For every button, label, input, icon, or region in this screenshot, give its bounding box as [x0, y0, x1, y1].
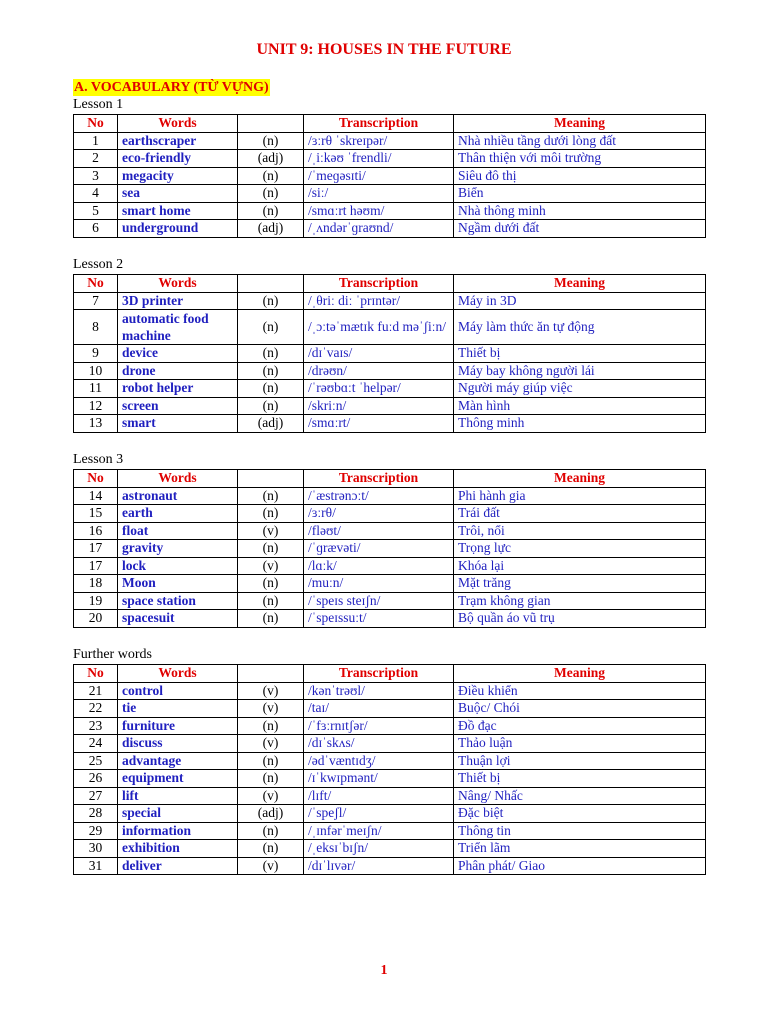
- cell-no: 14: [74, 487, 118, 505]
- cell-pos: (n): [238, 310, 304, 345]
- table-row: [74, 397, 706, 415]
- cell-no: 25: [74, 752, 118, 770]
- cell-pos: (n): [238, 822, 304, 840]
- header-meaning: Meaning: [454, 470, 706, 488]
- cell-pos: (n): [238, 505, 304, 523]
- cell-pos: (v): [238, 522, 304, 540]
- cell-trans: /taɪ/: [304, 700, 454, 718]
- cell-pos: (n): [238, 397, 304, 415]
- table-row: [74, 700, 706, 718]
- header-words: Words: [118, 275, 238, 293]
- cell-pos: (adj): [238, 415, 304, 433]
- cell-word: eco-friendly: [118, 150, 238, 168]
- cell-trans: /ˌeksɪˈbɪʃn/: [304, 840, 454, 858]
- cell-trans: /ˈæstrənɔːt/: [304, 487, 454, 505]
- cell-pos: (v): [238, 700, 304, 718]
- table-row: [74, 292, 706, 310]
- cell-meaning: Thiết bị: [454, 345, 706, 363]
- table-row: [74, 522, 706, 540]
- cell-trans: /lɪft/: [304, 787, 454, 805]
- cell-word: space station: [118, 592, 238, 610]
- table-row: [74, 557, 706, 575]
- cell-meaning: Điều khiển: [454, 682, 706, 700]
- cell-meaning: Thân thiện với môi trường: [454, 150, 706, 168]
- cell-meaning: Trọng lực: [454, 540, 706, 558]
- cell-word: smart: [118, 415, 238, 433]
- cell-no: 29: [74, 822, 118, 840]
- cell-meaning: Triển lãm: [454, 840, 706, 858]
- table-row: [74, 310, 706, 345]
- cell-pos: (n): [238, 487, 304, 505]
- cell-pos: (n): [238, 132, 304, 150]
- cell-no: 31: [74, 857, 118, 875]
- cell-pos: (v): [238, 857, 304, 875]
- cell-trans: /ˌiːkəʊ ˈfrendli/: [304, 150, 454, 168]
- cell-no: 19: [74, 592, 118, 610]
- cell-no: 3: [74, 167, 118, 185]
- cell-word: control: [118, 682, 238, 700]
- cell-pos: (v): [238, 787, 304, 805]
- cell-no: 1: [74, 132, 118, 150]
- cell-word: float: [118, 522, 238, 540]
- cell-meaning: Thảo luận: [454, 735, 706, 753]
- cell-meaning: Trạm không gian: [454, 592, 706, 610]
- cell-no: 28: [74, 805, 118, 823]
- header-meaning: Meaning: [454, 115, 706, 133]
- cell-meaning: Biển: [454, 185, 706, 203]
- table-header-row: [74, 115, 706, 133]
- cell-meaning: Khóa lại: [454, 557, 706, 575]
- cell-pos: (n): [238, 770, 304, 788]
- cell-no: 4: [74, 185, 118, 203]
- header-no: No: [74, 275, 118, 293]
- cell-pos: (n): [238, 345, 304, 363]
- table-row: [74, 345, 706, 363]
- cell-pos: (n): [238, 840, 304, 858]
- cell-trans: /dɪˈlɪvər/: [304, 857, 454, 875]
- header-transcription: Transcription: [304, 115, 454, 133]
- header-words: Words: [118, 665, 238, 683]
- cell-pos: (n): [238, 362, 304, 380]
- cell-word: information: [118, 822, 238, 840]
- cell-no: 23: [74, 717, 118, 735]
- cell-word: equipment: [118, 770, 238, 788]
- header-meaning: Meaning: [454, 665, 706, 683]
- vocab-table: [73, 114, 706, 238]
- cell-meaning: Thuận lợi: [454, 752, 706, 770]
- cell-no: 30: [74, 840, 118, 858]
- vocab-table: [73, 664, 706, 875]
- cell-word: smart home: [118, 202, 238, 220]
- cell-meaning: Đặc biệt: [454, 805, 706, 823]
- cell-trans: /siː/: [304, 185, 454, 203]
- cell-trans: /lɑːk/: [304, 557, 454, 575]
- cell-pos: (n): [238, 380, 304, 398]
- header-pos: [238, 470, 304, 488]
- table-row: [74, 185, 706, 203]
- cell-meaning: Phân phát/ Giao: [454, 857, 706, 875]
- table-row: [74, 735, 706, 753]
- cell-pos: (v): [238, 557, 304, 575]
- cell-no: 27: [74, 787, 118, 805]
- cell-trans: /ədˈvæntɪdʒ/: [304, 752, 454, 770]
- cell-meaning: Bộ quần áo vũ trụ: [454, 610, 706, 628]
- table-row: [74, 167, 706, 185]
- cell-word: screen: [118, 397, 238, 415]
- cell-word: device: [118, 345, 238, 363]
- cell-word: spacesuit: [118, 610, 238, 628]
- header-pos: [238, 115, 304, 133]
- header-pos: [238, 275, 304, 293]
- cell-no: 7: [74, 292, 118, 310]
- cell-word: deliver: [118, 857, 238, 875]
- page-number: 1: [380, 963, 388, 978]
- cell-meaning: Đồ đạc: [454, 717, 706, 735]
- table-row: [74, 575, 706, 593]
- cell-word: 3D printer: [118, 292, 238, 310]
- cell-trans: /smɑːrt/: [304, 415, 454, 433]
- table-row: [74, 840, 706, 858]
- cell-trans: /ˈspeʃl/: [304, 805, 454, 823]
- cell-trans: /ɜːrθ ˈskreɪpər/: [304, 132, 454, 150]
- cell-trans: /ɜːrθ/: [304, 505, 454, 523]
- cell-no: 18: [74, 575, 118, 593]
- header-words: Words: [118, 470, 238, 488]
- cell-meaning: Thiết bị: [454, 770, 706, 788]
- cell-word: tie: [118, 700, 238, 718]
- table-row: [74, 857, 706, 875]
- cell-trans: /ˈmeɡəsɪti/: [304, 167, 454, 185]
- lesson-label: Lesson 3: [73, 452, 124, 467]
- cell-meaning: Thông minh: [454, 415, 706, 433]
- cell-pos: (n): [238, 292, 304, 310]
- cell-no: 6: [74, 220, 118, 238]
- table-row: [74, 822, 706, 840]
- table-row: [74, 132, 706, 150]
- cell-word: Moon: [118, 575, 238, 593]
- cell-word: megacity: [118, 167, 238, 185]
- cell-trans: /skriːn/: [304, 397, 454, 415]
- cell-no: 22: [74, 700, 118, 718]
- cell-no: 26: [74, 770, 118, 788]
- table-row: [74, 592, 706, 610]
- section-heading: A. VOCABULARY (TỪ VỰNG): [74, 80, 269, 95]
- cell-word: sea: [118, 185, 238, 203]
- cell-meaning: Người máy giúp việc: [454, 380, 706, 398]
- table-header-row: [74, 470, 706, 488]
- cell-no: 21: [74, 682, 118, 700]
- cell-pos: (adj): [238, 220, 304, 238]
- cell-word: drone: [118, 362, 238, 380]
- cell-meaning: Mặt trăng: [454, 575, 706, 593]
- table-row: [74, 202, 706, 220]
- table-header-row: [74, 665, 706, 683]
- header-meaning: Meaning: [454, 275, 706, 293]
- table-row: [74, 805, 706, 823]
- table-row: [74, 540, 706, 558]
- table-row: [74, 610, 706, 628]
- cell-meaning: Siêu đô thị: [454, 167, 706, 185]
- cell-trans: /ˈɡrævəti/: [304, 540, 454, 558]
- cell-word: advantage: [118, 752, 238, 770]
- table-row: [74, 770, 706, 788]
- cell-pos: (n): [238, 717, 304, 735]
- cell-trans: /ˈspeɪs steɪʃn/: [304, 592, 454, 610]
- lesson-label: Lesson 1: [73, 97, 124, 112]
- table-header-row: [74, 275, 706, 293]
- cell-trans: /dɪˈskʌs/: [304, 735, 454, 753]
- cell-no: 2: [74, 150, 118, 168]
- cell-word: furniture: [118, 717, 238, 735]
- table-row: [74, 362, 706, 380]
- cell-word: automatic food machine: [118, 310, 238, 345]
- cell-no: 11: [74, 380, 118, 398]
- cell-no: 13: [74, 415, 118, 433]
- cell-trans: /drəʊn/: [304, 362, 454, 380]
- cell-pos: (n): [238, 167, 304, 185]
- cell-trans: /muːn/: [304, 575, 454, 593]
- cell-word: underground: [118, 220, 238, 238]
- cell-word: robot helper: [118, 380, 238, 398]
- header-pos: [238, 665, 304, 683]
- cell-trans: /dɪˈvaɪs/: [304, 345, 454, 363]
- cell-trans: /fləʊt/: [304, 522, 454, 540]
- vocab-table: [73, 469, 706, 628]
- table-row: [74, 220, 706, 238]
- header-no: No: [74, 115, 118, 133]
- cell-word: lift: [118, 787, 238, 805]
- cell-pos: (adj): [238, 805, 304, 823]
- cell-trans: /kənˈtrəʊl/: [304, 682, 454, 700]
- cell-pos: (n): [238, 752, 304, 770]
- cell-trans: /ˈfɜːrnɪtʃər/: [304, 717, 454, 735]
- table-row: [74, 150, 706, 168]
- table-row: [74, 415, 706, 433]
- cell-trans: /ˈrəʊbɑːt ˈhelpər/: [304, 380, 454, 398]
- cell-pos: (n): [238, 540, 304, 558]
- header-words: Words: [118, 115, 238, 133]
- lesson-label: Lesson 2: [73, 257, 124, 272]
- cell-meaning: Máy làm thức ăn tự động: [454, 310, 706, 345]
- header-transcription: Transcription: [304, 275, 454, 293]
- cell-word: astronaut: [118, 487, 238, 505]
- cell-no: 20: [74, 610, 118, 628]
- cell-no: 9: [74, 345, 118, 363]
- cell-meaning: Trôi, nổi: [454, 522, 706, 540]
- cell-pos: (v): [238, 682, 304, 700]
- header-no: No: [74, 470, 118, 488]
- cell-word: earth: [118, 505, 238, 523]
- page-title: UNIT 9: HOUSES IN THE FUTURE: [256, 41, 512, 58]
- cell-meaning: Máy in 3D: [454, 292, 706, 310]
- cell-word: special: [118, 805, 238, 823]
- lesson-label: Further words: [73, 647, 152, 662]
- cell-pos: (n): [238, 202, 304, 220]
- cell-no: 10: [74, 362, 118, 380]
- header-transcription: Transcription: [304, 665, 454, 683]
- cell-meaning: Thông tin: [454, 822, 706, 840]
- cell-word: exhibition: [118, 840, 238, 858]
- cell-trans: /ˌθriː diː ˈprɪntər/: [304, 292, 454, 310]
- cell-no: 5: [74, 202, 118, 220]
- cell-trans: /ˌʌndərˈɡraʊnd/: [304, 220, 454, 238]
- cell-meaning: Ngầm dưới đất: [454, 220, 706, 238]
- cell-trans: /ɪˈkwɪpmənt/: [304, 770, 454, 788]
- cell-meaning: Buộc/ Chói: [454, 700, 706, 718]
- cell-meaning: Máy bay không người lái: [454, 362, 706, 380]
- cell-trans: /smɑːrt həʊm/: [304, 202, 454, 220]
- cell-pos: (n): [238, 185, 304, 203]
- cell-pos: (n): [238, 610, 304, 628]
- cell-pos: (n): [238, 575, 304, 593]
- table-row: [74, 487, 706, 505]
- header-no: No: [74, 665, 118, 683]
- table-row: [74, 380, 706, 398]
- cell-pos: (adj): [238, 150, 304, 168]
- cell-no: 8: [74, 310, 118, 345]
- cell-trans: /ˌɪnfərˈmeɪʃn/: [304, 822, 454, 840]
- table-row: [74, 505, 706, 523]
- table-row: [74, 682, 706, 700]
- cell-no: 15: [74, 505, 118, 523]
- cell-meaning: Nhà thông minh: [454, 202, 706, 220]
- cell-word: discuss: [118, 735, 238, 753]
- cell-no: 16: [74, 522, 118, 540]
- table-row: [74, 787, 706, 805]
- cell-meaning: Trái đất: [454, 505, 706, 523]
- table-row: [74, 717, 706, 735]
- vocab-table: [73, 274, 706, 433]
- cell-word: earthscraper: [118, 132, 238, 150]
- cell-no: 24: [74, 735, 118, 753]
- cell-pos: (n): [238, 592, 304, 610]
- cell-trans: /ˈspeɪssuːt/: [304, 610, 454, 628]
- cell-meaning: Phi hành gia: [454, 487, 706, 505]
- cell-no: 17: [74, 540, 118, 558]
- table-row: [74, 752, 706, 770]
- cell-pos: (v): [238, 735, 304, 753]
- cell-word: gravity: [118, 540, 238, 558]
- cell-meaning: Nâng/ Nhấc: [454, 787, 706, 805]
- cell-meaning: Nhà nhiều tầng dưới lòng đất: [454, 132, 706, 150]
- cell-meaning: Màn hình: [454, 397, 706, 415]
- cell-no: 12: [74, 397, 118, 415]
- cell-no: 17: [74, 557, 118, 575]
- cell-word: lock: [118, 557, 238, 575]
- cell-trans: /ˌɔːtəˈmætɪk fuːd məˈʃiːn/: [304, 310, 454, 345]
- header-transcription: Transcription: [304, 470, 454, 488]
